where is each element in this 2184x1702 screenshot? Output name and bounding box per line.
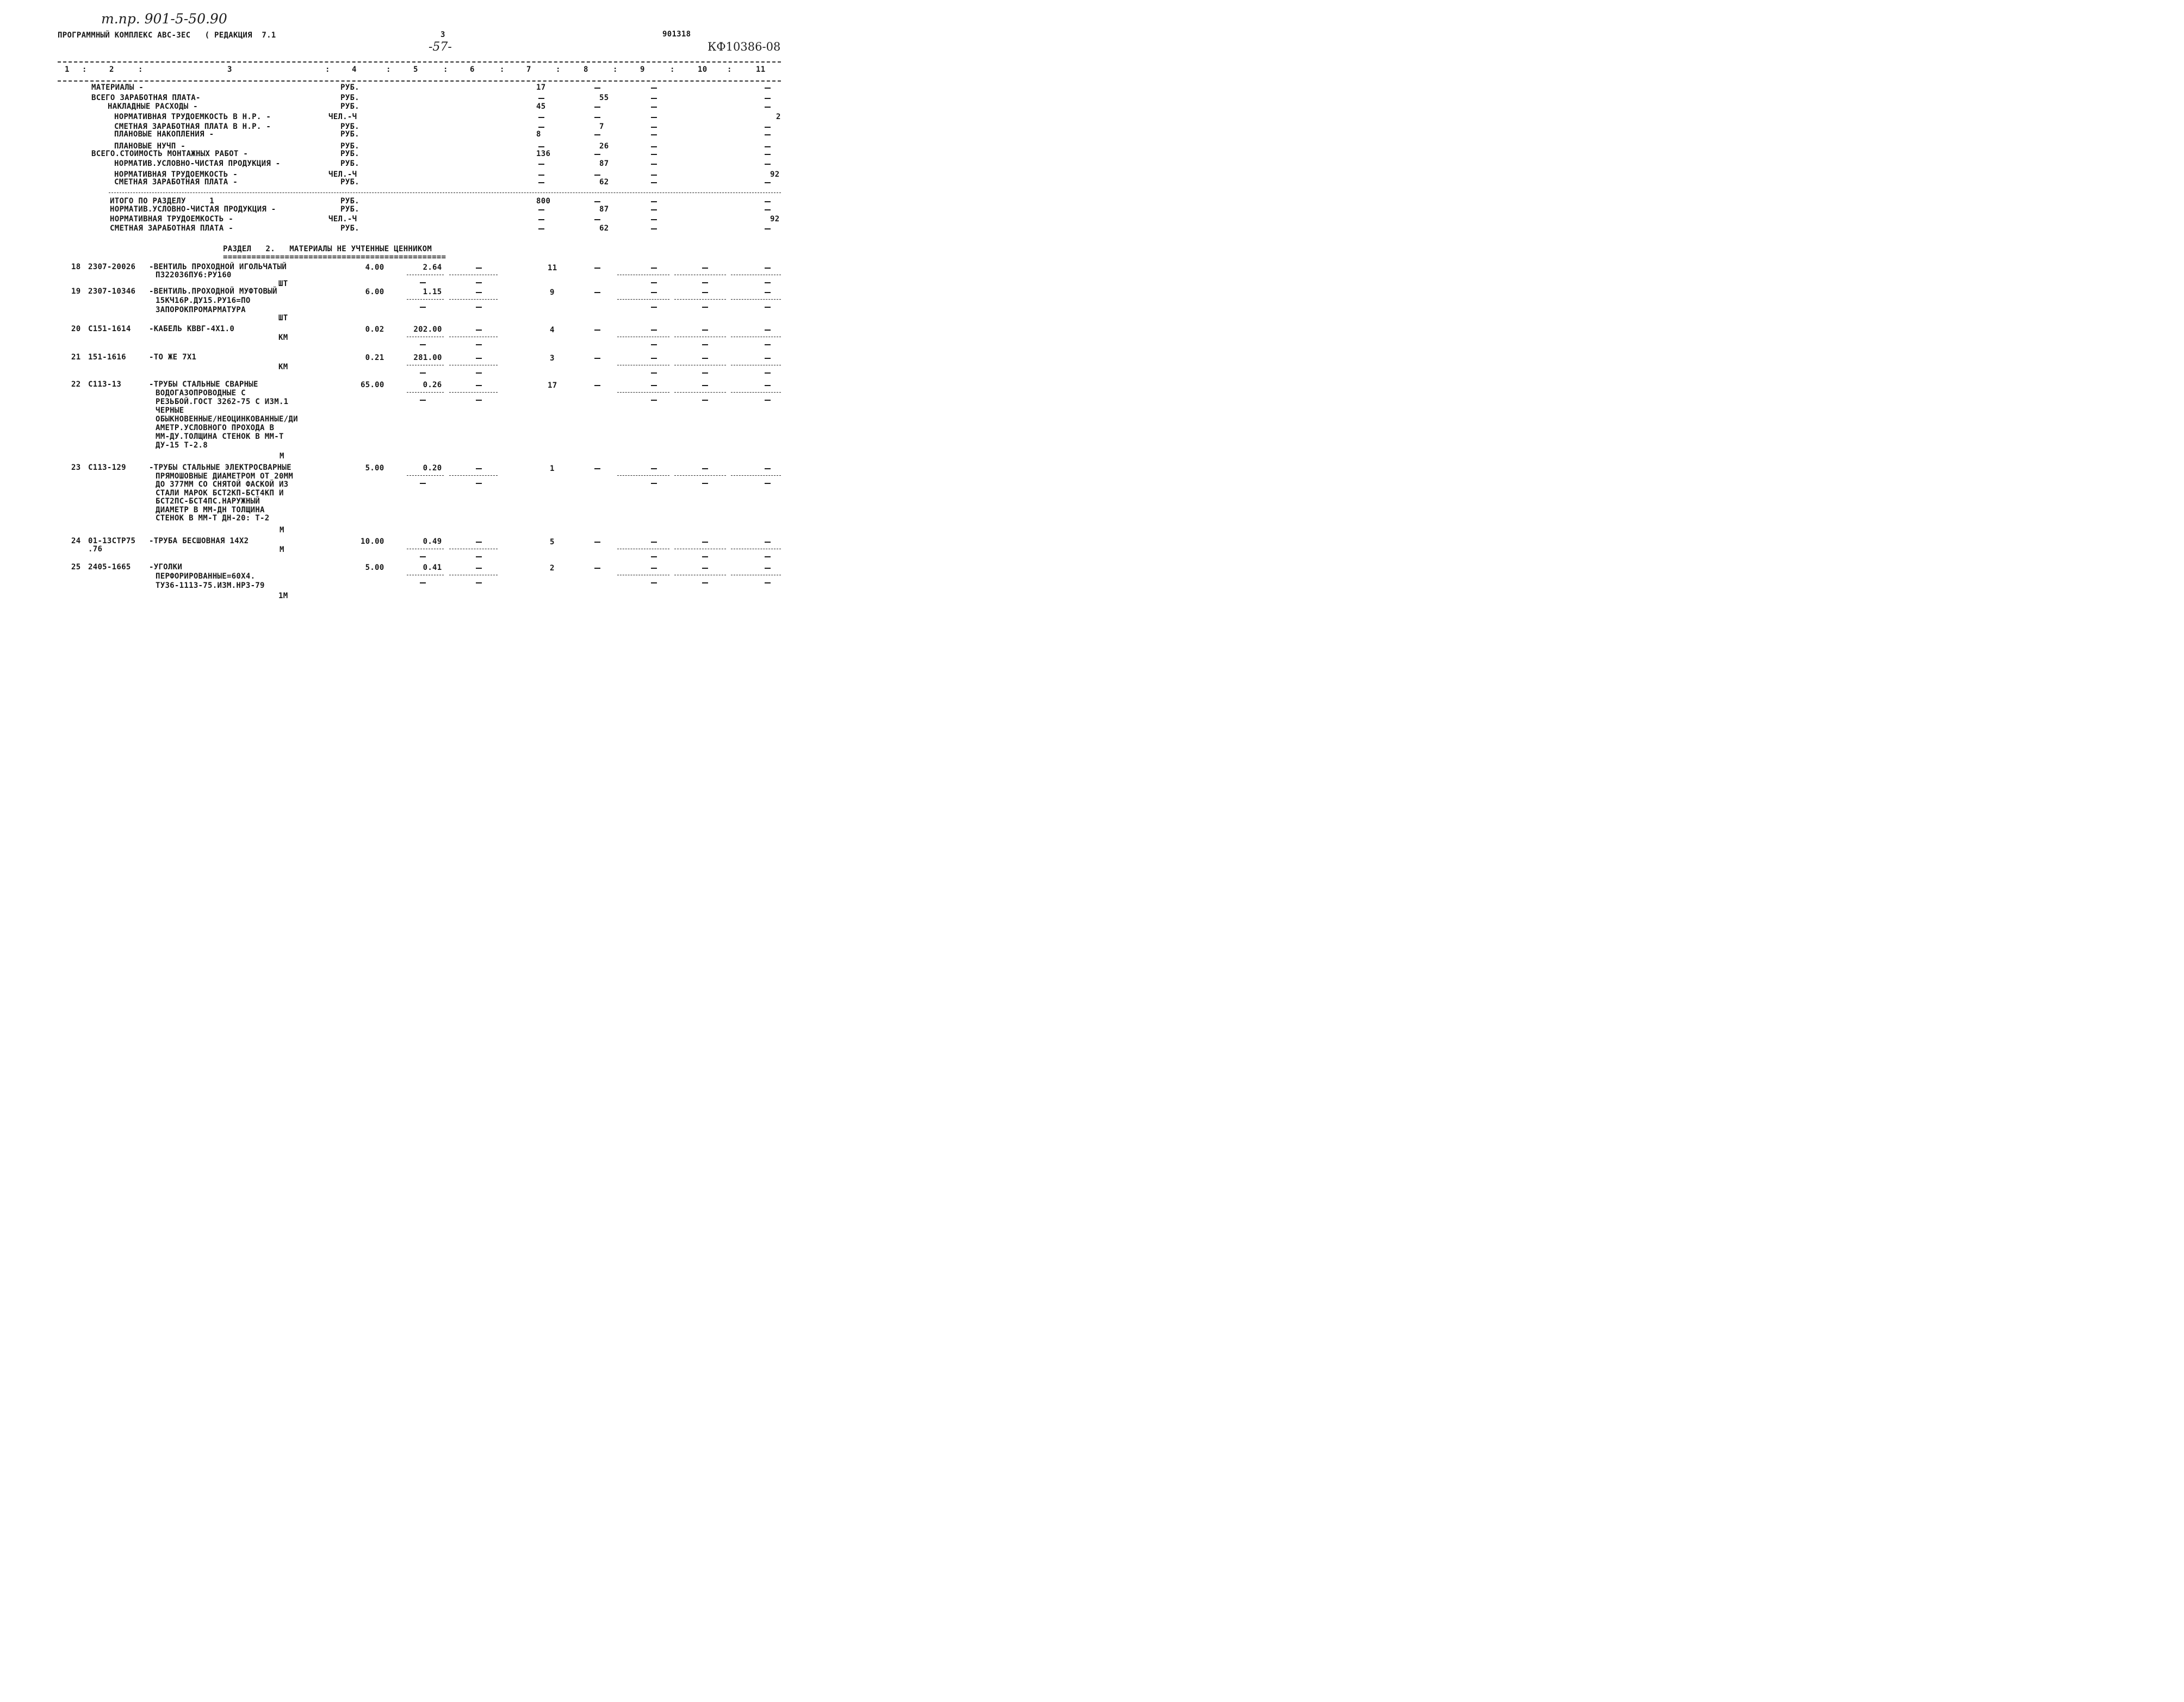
- cell-rule: [674, 392, 726, 393]
- item-description-line: -ВЕНТИЛЬ.ПРОХОДНОЙ МУФТОВЫЙ: [149, 287, 277, 296]
- empty-value-dash: [765, 228, 771, 229]
- empty-value-dash: [594, 134, 600, 135]
- empty-value-dash: [651, 182, 657, 183]
- section-2-underline: ===============================================: [223, 253, 446, 262]
- item-description-line: РЕЗЬБОЙ.ГОСТ 3262-75 С ИЗМ.1: [156, 397, 289, 406]
- empty-value-dash: [702, 483, 708, 484]
- empty-value-dash: [476, 582, 482, 583]
- item-unit: М: [280, 545, 284, 554]
- handwritten-doc-code: КФ10386-08: [708, 40, 781, 53]
- empty-value-dash: [765, 134, 771, 135]
- empty-value-dash: [538, 182, 544, 183]
- column-number: 8: [584, 65, 588, 74]
- empty-value-dash: [420, 372, 426, 374]
- cell-rule: [449, 392, 498, 393]
- totals-col7: 17: [536, 83, 546, 92]
- empty-value-dash: [594, 292, 600, 293]
- item-description-line: ТУ36-1113-75.ИЗМ.НРЗ-79: [156, 581, 265, 590]
- totals-col11: 2: [776, 113, 781, 121]
- column-number: 3: [227, 65, 232, 74]
- empty-value-dash: [765, 107, 771, 108]
- column-separator: :: [670, 65, 675, 74]
- totals-col7: 136: [536, 150, 551, 158]
- empty-value-dash: [651, 292, 657, 293]
- totals-label: НОРМАТИВНАЯ ТРУДОЕМКОСТЬ В Н.Р. -: [114, 113, 271, 121]
- item-price: 0.20: [423, 464, 442, 473]
- empty-value-dash: [765, 542, 771, 543]
- cell-rule: [407, 392, 444, 393]
- item-quantity: 0.02: [365, 325, 384, 334]
- item-code: С113-13: [88, 380, 122, 389]
- item-number: 22: [71, 380, 81, 389]
- item-description-line: -ТРУБЫ СТАЛЬНЫЕ ЭЛЕКТРОСВАРНЫЕ: [149, 463, 291, 472]
- column-number: 9: [640, 65, 645, 74]
- empty-value-dash: [702, 344, 708, 345]
- totals-label: ВСЕГО ЗАРАБОТНАЯ ПЛАТА-: [91, 94, 201, 102]
- item-quantity: 6.00: [365, 288, 384, 296]
- item-description-line: -УГОЛКИ: [149, 563, 183, 572]
- column-number: 6: [470, 65, 475, 74]
- empty-value-dash: [420, 556, 426, 557]
- item-quantity: 65.00: [361, 381, 384, 389]
- empty-value-dash: [765, 292, 771, 293]
- totals-col8: 26: [599, 142, 609, 151]
- totals-unit: РУБ.: [340, 83, 359, 92]
- totals-label: СМЕТНАЯ ЗАРАБОТНАЯ ПЛАТА В Н.Р. -: [114, 122, 271, 131]
- empty-value-dash: [476, 330, 482, 331]
- empty-value-dash: [765, 582, 771, 583]
- section-total-label: СМЕТНАЯ ЗАРАБОТНАЯ ПЛАТА -: [110, 224, 233, 233]
- item-col7: 1: [550, 464, 555, 473]
- empty-value-dash: [765, 556, 771, 557]
- totals-label: НАКЛАДНЫЕ РАСХОДЫ -: [108, 102, 198, 111]
- empty-value-dash: [765, 372, 771, 374]
- empty-value-dash: [420, 307, 426, 308]
- empty-value-dash: [651, 282, 657, 283]
- empty-value-dash: [702, 568, 708, 569]
- item-code: 2307-20026: [88, 263, 136, 271]
- column-separator: :: [386, 65, 391, 74]
- section-total-unit: РУБ.: [340, 197, 359, 206]
- section-total-col11: 92: [770, 215, 780, 223]
- totals-unit: РУБ.: [340, 102, 359, 111]
- empty-value-dash: [476, 468, 482, 469]
- empty-value-dash: [476, 483, 482, 484]
- cell-rule: [731, 475, 781, 476]
- empty-value-dash: [594, 385, 600, 386]
- handwritten-page-mark: -57-: [429, 40, 452, 54]
- empty-value-dash: [420, 483, 426, 484]
- empty-value-dash: [765, 468, 771, 469]
- empty-value-dash: [538, 146, 544, 147]
- empty-value-dash: [651, 219, 657, 220]
- section-total-unit: РУБ.: [340, 205, 359, 214]
- empty-value-dash: [476, 307, 482, 308]
- section-total-col7: 800: [536, 197, 551, 206]
- column-number: 5: [413, 65, 418, 74]
- item-number: 25: [71, 563, 81, 572]
- item-quantity: 5.00: [365, 563, 384, 572]
- empty-value-dash: [538, 219, 544, 220]
- empty-value-dash: [594, 268, 600, 269]
- totals-unit: РУБ.: [340, 130, 359, 139]
- column-separator: :: [138, 65, 143, 74]
- empty-value-dash: [651, 201, 657, 202]
- handwritten-project-code: т.пр. 901-5-50.90: [101, 11, 227, 27]
- item-description-line: ПРЯМОШОВНЫЕ ДИАМЕТРОМ ОТ 20ММ: [156, 471, 294, 481]
- cell-rule: [674, 299, 726, 300]
- cell-rule: [407, 299, 444, 300]
- totals-unit: РУБ.: [340, 178, 359, 187]
- empty-value-dash: [651, 146, 657, 147]
- empty-value-dash: [651, 344, 657, 345]
- totals-unit: РУБ.: [340, 150, 359, 158]
- item-price: 0.49: [423, 537, 442, 546]
- empty-value-dash: [594, 117, 600, 118]
- item-description-line: -КАБЕЛЬ КВВГ-4Х1.0: [149, 325, 235, 333]
- item-price: 281.00: [413, 353, 442, 362]
- totals-unit: ЧЕЛ.-Ч: [328, 113, 357, 121]
- cell-rule: [449, 475, 498, 476]
- item-unit: ШТ: [278, 279, 288, 288]
- empty-value-dash: [594, 88, 600, 89]
- item-col7: 5: [550, 538, 555, 546]
- cell-rule: [449, 299, 498, 300]
- empty-value-dash: [651, 307, 657, 308]
- empty-value-dash: [476, 292, 482, 293]
- item-number: 21: [71, 353, 81, 362]
- empty-value-dash: [476, 542, 482, 543]
- empty-value-dash: [651, 209, 657, 210]
- empty-value-dash: [765, 358, 771, 359]
- empty-value-dash: [702, 400, 708, 401]
- header-rule-top: [58, 61, 781, 63]
- item-col7: 11: [548, 264, 557, 272]
- item-price: 0.26: [423, 381, 442, 389]
- empty-value-dash: [765, 88, 771, 89]
- item-unit: М: [280, 452, 284, 461]
- empty-value-dash: [702, 468, 708, 469]
- item-col7: 9: [550, 288, 555, 297]
- empty-value-dash: [594, 154, 600, 155]
- empty-value-dash: [765, 268, 771, 269]
- empty-value-dash: [476, 385, 482, 386]
- item-number: 19: [71, 287, 81, 296]
- cell-rule: [674, 475, 726, 476]
- empty-value-dash: [765, 385, 771, 386]
- item-number: 23: [71, 463, 81, 472]
- totals-label: ВСЕГО.СТОИМОСТЬ МОНТАЖНЫХ РАБОТ -: [91, 150, 249, 158]
- empty-value-dash: [538, 209, 544, 210]
- empty-value-dash: [538, 98, 544, 99]
- item-unit: ШТ: [278, 314, 288, 322]
- empty-value-dash: [702, 268, 708, 269]
- item-code: 01-13СТР75 .76: [88, 537, 136, 554]
- item-description-line: ДУ-15 Т-2.8: [156, 441, 208, 450]
- item-description-line: ВОДОГАЗОПРОВОДНЫЕ С: [156, 389, 246, 397]
- column-number: 10: [698, 65, 708, 74]
- empty-value-dash: [651, 556, 657, 557]
- empty-value-dash: [765, 164, 771, 165]
- cell-rule: [731, 392, 781, 393]
- empty-value-dash: [702, 372, 708, 374]
- item-number: 20: [71, 325, 81, 333]
- header-rule-bottom: [58, 80, 781, 82]
- item-code: С113-129: [88, 463, 126, 472]
- column-separator: :: [443, 65, 448, 74]
- totals-col7: 8: [536, 130, 541, 139]
- empty-value-dash: [538, 164, 544, 165]
- empty-value-dash: [702, 307, 708, 308]
- totals-unit: РУБ.: [340, 142, 359, 151]
- totals-col7: 45: [536, 102, 546, 111]
- section-total-label: НОРМАТИВ.УСЛОВНО-ЧИСТАЯ ПРОДУКЦИЯ -: [110, 205, 276, 214]
- column-separator: :: [82, 65, 87, 74]
- empty-value-dash: [651, 468, 657, 469]
- item-description-line: -ВЕНТИЛЬ ПРОХОДНОЙ ИГОЛЬЧАТЫЙ: [149, 263, 287, 271]
- totals-col8: 7: [599, 122, 604, 131]
- empty-value-dash: [538, 117, 544, 118]
- totals-label: МАТЕРИАЛЫ -: [91, 83, 144, 92]
- item-description-line: -ТРУБЫ СТАЛЬНЫЕ СВАРНЫЕ: [149, 380, 258, 389]
- empty-value-dash: [765, 344, 771, 345]
- empty-value-dash: [651, 117, 657, 118]
- item-description-line: ЧЕРНЫЕ: [156, 406, 184, 415]
- item-description-line: -ТРУБА БЕСШОВНАЯ 14Х2: [149, 537, 249, 545]
- item-code: С151-1614: [88, 325, 131, 333]
- item-price: 2.64: [423, 263, 442, 272]
- item-description-line: БСТ2ПС-БСТ4ПС.НАРУЖНЫЙ: [156, 497, 260, 506]
- totals-unit: РУБ.: [340, 94, 359, 102]
- empty-value-dash: [476, 556, 482, 557]
- item-description-line: СТАЛИ МАРОК БСТ2КП-БСТ4КП И: [156, 488, 284, 498]
- empty-value-dash: [538, 175, 544, 176]
- item-description-line: ЗАПОРОКПРОМАРМАТУРА: [156, 306, 246, 314]
- empty-value-dash: [702, 330, 708, 331]
- totals-col8: 62: [599, 178, 609, 187]
- empty-value-dash: [765, 568, 771, 569]
- item-quantity: 4.00: [365, 263, 384, 272]
- item-price: 1.15: [423, 288, 442, 296]
- empty-value-dash: [765, 307, 771, 308]
- empty-value-dash: [651, 175, 657, 176]
- object-code: 901318: [662, 30, 691, 39]
- item-description-line: ПЕРФОРИРОВАННЫЕ=60Х4.: [156, 572, 256, 581]
- item-number: 24: [71, 537, 81, 545]
- item-unit: КМ: [278, 363, 288, 371]
- column-number: 11: [756, 65, 766, 74]
- cell-rule: [731, 299, 781, 300]
- section-total-col8: 62: [599, 224, 609, 233]
- empty-value-dash: [651, 372, 657, 374]
- item-description-line: ДИАМЕТР В ММ-ДН ТОЛЩИНА: [156, 505, 265, 514]
- empty-value-dash: [594, 358, 600, 359]
- empty-value-dash: [765, 209, 771, 210]
- empty-value-dash: [651, 483, 657, 484]
- empty-value-dash: [594, 219, 600, 220]
- empty-value-dash: [594, 568, 600, 569]
- section-total-unit: РУБ.: [340, 224, 359, 233]
- empty-value-dash: [765, 282, 771, 283]
- empty-value-dash: [476, 282, 482, 283]
- empty-value-dash: [476, 268, 482, 269]
- column-separator: :: [500, 65, 505, 74]
- item-quantity: 10.00: [361, 537, 384, 546]
- item-code: 151-1616: [88, 353, 126, 362]
- cell-rule: [407, 475, 444, 476]
- item-code: 2405-1665: [88, 563, 131, 572]
- item-description-line: ММ-ДУ.ТОЛЩИНА СТЕНОК В ММ-Т: [156, 432, 284, 441]
- totals-label: НОРМАТИВНАЯ ТРУДОЕМКОСТЬ -: [114, 170, 238, 179]
- cell-rule: [617, 299, 669, 300]
- item-price: 0.41: [423, 563, 442, 572]
- empty-value-dash: [702, 556, 708, 557]
- empty-value-dash: [702, 582, 708, 583]
- section-total-label: ИТОГО ПО РАЗДЕЛУ 1: [110, 197, 215, 206]
- totals-label: НОРМАТИВ.УСЛОВНО-ЧИСТАЯ ПРОДУКЦИЯ -: [114, 159, 281, 168]
- item-description-line: АМЕТР.УСЛОВНОГО ПРОХОДА В: [156, 424, 275, 432]
- item-col7: 2: [550, 564, 555, 573]
- column-number: 7: [526, 65, 531, 74]
- empty-value-dash: [651, 385, 657, 386]
- totals-col8: 87: [599, 159, 609, 168]
- empty-value-dash: [476, 400, 482, 401]
- empty-value-dash: [538, 228, 544, 229]
- totals-divider: [109, 192, 781, 193]
- empty-value-dash: [594, 175, 600, 176]
- column-separator: :: [727, 65, 732, 74]
- empty-value-dash: [651, 154, 657, 155]
- item-code: 2307-10346: [88, 287, 136, 296]
- column-separator: :: [613, 65, 618, 74]
- page-number: 3: [440, 30, 445, 39]
- totals-unit: ЧЕЛ.-Ч: [328, 170, 357, 179]
- program-header: ПРОГРАММНЫЙ КОМПЛЕКС АВС-3ЕС ( РЕДАКЦИЯ 7.1: [58, 31, 276, 40]
- totals-label: СМЕТНАЯ ЗАРАБОТНАЯ ПЛАТА -: [114, 178, 238, 187]
- empty-value-dash: [765, 400, 771, 401]
- column-number: 4: [352, 65, 357, 74]
- totals-unit: РУБ.: [340, 122, 359, 131]
- empty-value-dash: [765, 154, 771, 155]
- empty-value-dash: [651, 582, 657, 583]
- empty-value-dash: [651, 98, 657, 99]
- item-unit: М: [280, 526, 284, 535]
- empty-value-dash: [476, 568, 482, 569]
- empty-value-dash: [702, 385, 708, 386]
- empty-value-dash: [702, 282, 708, 283]
- item-unit: 1М: [278, 592, 288, 600]
- empty-value-dash: [594, 201, 600, 202]
- item-description-line: П322036ПУ6:РУ160: [156, 271, 232, 279]
- item-col7: 4: [550, 326, 555, 334]
- item-unit: КМ: [278, 333, 288, 342]
- empty-value-dash: [651, 164, 657, 165]
- item-description-line: ОБЫКНОВЕННЫЕ/НЕОЦИНКОВАННЫЕ/ДИ: [156, 415, 298, 424]
- empty-value-dash: [765, 98, 771, 99]
- empty-value-dash: [420, 582, 426, 583]
- item-description-line: -ТО ЖЕ 7Х1: [149, 353, 197, 362]
- item-description-line: 15КЧ16Р.ДУ15.РУ16=ПО: [156, 296, 251, 305]
- column-number: 2: [109, 65, 114, 74]
- cell-rule: [617, 475, 669, 476]
- section-total-col8: 87: [599, 205, 609, 214]
- empty-value-dash: [594, 107, 600, 108]
- empty-value-dash: [765, 201, 771, 202]
- empty-value-dash: [765, 127, 771, 128]
- empty-value-dash: [651, 88, 657, 89]
- section-total-unit: ЧЕЛ.-Ч: [328, 215, 357, 223]
- empty-value-dash: [420, 282, 426, 283]
- totals-col8: 55: [599, 94, 609, 102]
- item-price: 202.00: [413, 325, 442, 334]
- column-separator: :: [325, 65, 330, 74]
- empty-value-dash: [594, 542, 600, 543]
- empty-value-dash: [594, 330, 600, 331]
- section-total-label: НОРМАТИВНАЯ ТРУДОЕМКОСТЬ -: [110, 215, 233, 223]
- item-quantity: 5.00: [365, 464, 384, 473]
- item-number: 18: [71, 263, 81, 271]
- empty-value-dash: [651, 330, 657, 331]
- cell-rule: [617, 392, 669, 393]
- empty-value-dash: [476, 358, 482, 359]
- empty-value-dash: [765, 146, 771, 147]
- empty-value-dash: [651, 358, 657, 359]
- item-description-line: СТЕНОК В ММ-Т ДН-20: Т-2: [156, 514, 270, 523]
- empty-value-dash: [651, 134, 657, 135]
- empty-value-dash: [651, 228, 657, 229]
- empty-value-dash: [594, 468, 600, 469]
- totals-label: ПЛАНОВЫЕ НАКОПЛЕНИЯ -: [114, 130, 214, 139]
- empty-value-dash: [702, 358, 708, 359]
- empty-value-dash: [702, 542, 708, 543]
- empty-value-dash: [651, 127, 657, 128]
- empty-value-dash: [651, 400, 657, 401]
- totals-col11: 92: [770, 170, 780, 179]
- column-separator: :: [556, 65, 561, 74]
- section-2-title: РАЗДЕЛ 2. МАТЕРИАЛЫ НЕ УЧТЕННЫЕ ЦЕННИКОМ: [223, 245, 432, 253]
- item-quantity: 0.21: [365, 353, 384, 362]
- empty-value-dash: [651, 107, 657, 108]
- empty-value-dash: [651, 568, 657, 569]
- item-col7: 17: [548, 381, 557, 390]
- empty-value-dash: [765, 330, 771, 331]
- empty-value-dash: [765, 182, 771, 183]
- empty-value-dash: [476, 344, 482, 345]
- item-description-line: ДО 377ММ СО СНЯТОЙ ФАСКОЙ ИЗ: [156, 480, 289, 489]
- item-col7: 3: [550, 354, 555, 363]
- column-number: 1: [65, 65, 70, 74]
- empty-value-dash: [420, 344, 426, 345]
- empty-value-dash: [476, 372, 482, 374]
- empty-value-dash: [702, 292, 708, 293]
- empty-value-dash: [651, 542, 657, 543]
- empty-value-dash: [420, 400, 426, 401]
- totals-label: ПЛАНОВЫЕ НУЧП -: [114, 142, 185, 151]
- empty-value-dash: [765, 483, 771, 484]
- empty-value-dash: [538, 127, 544, 128]
- totals-unit: РУБ.: [340, 159, 359, 168]
- empty-value-dash: [651, 268, 657, 269]
